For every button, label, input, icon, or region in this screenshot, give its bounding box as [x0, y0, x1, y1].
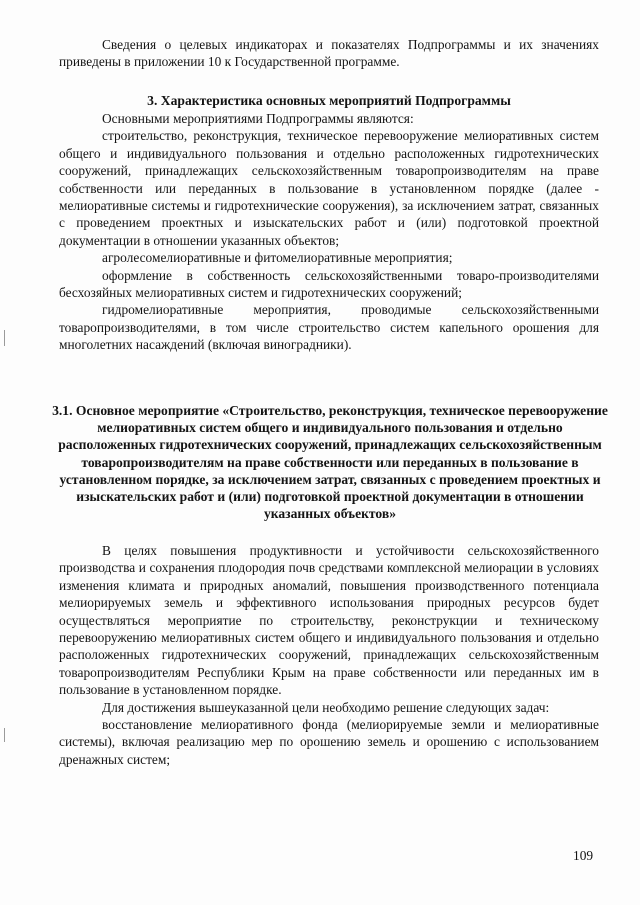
- intro-paragraph: Сведения о целевых индикаторах и показателях Подпрограммы и их значениях приведены в приложении 10 к Государственной программе.: [59, 37, 599, 70]
- scan-edge-mark: [4, 330, 5, 346]
- section-paragraph: оформление в собственность сельскохозяйственными товаро-производителями бесхозяйных мелиоративных систем и гидротехнических сооружений;: [59, 267, 599, 301]
- section-paragraph: гидромелиоративные мероприятия, проводимые сельскохозяйственными товаропроизводителями, в том числе строительство систем капельного орошения для многолетних насаждений (включая виноградники).: [59, 302, 599, 353]
- section-heading: 3. Характеристика основных мероприятий Подпрограммы: [147, 93, 511, 108]
- scan-edge-mark: [4, 728, 5, 742]
- subsection-paragraph: восстановление мелиоративного фонда (мелиорируемые земли и мелиоративные системы), включая реализацию мер по орошению земель и орошению с использованием дренажных систем;: [59, 717, 599, 767]
- section-paragraph: строительство, реконструкция, техническое перевооружение мелиоративных систем общего и индивидуального пользования и отдельно расположенных гидротехнических сооружений, принадлежащих сельскохозяйственным товаропроизводителям на праве собственности или переданных в пользование в установленном порядке (далее - мелиоративные системы и гидротехнические сооружения), за исключением затрат, связанных с проведением проектных и изыскательских работ и (или) подготовкой проектной документации в отношении указанных объектов;: [59, 128, 599, 248]
- intro-block: [59, 36, 599, 71]
- page-number: 109: [573, 848, 594, 863]
- section-paragraph: агролесомелиоративные и фитомелиоративные мероприятия;: [102, 250, 453, 266]
- section-paragraph: Основными мероприятиями Подпрограммы являются:: [102, 111, 414, 126]
- subsection-paragraph: В целях повышения продуктивности и устойчивости сельскохозяйственного производства и сохранения плодородия почв средствами комплексной мелиорации в условиях изменения климата и природных аномалий, повышения производственного потенциала мелиорируемых земель и эффективного использования природных ресурсов будет осуществляться мероприятие по строительству, реконструкции и техническому перевооружению мелиоративных систем общего и индивидуального пользования и отдельно расположенных гидротехнических сооружений, принадлежащих сельскохозяйственным товаропроизводителям Республики Крым на праве собственности или переданных им в пользование в установленном порядке.: [59, 543, 599, 698]
- subsection-heading: 3.1. Основное мероприятие «Строительство, реконструкция, техническое перевооружение мелиоративных систем общего и индивидуального пользования и отдельно расположенных гидротехнических сооружений, принадлежащих сельскохозяйственным товаропроизводителям на праве собственности или переданных в пользование в установленном порядке, за исключением затрат, связанных с проведением проектных и изыскательских работ и (или) подготовкой проектной документации в отношении указанных объектов»: [52, 403, 608, 522]
- subsection-body: [59, 542, 599, 768]
- section-body: [59, 110, 599, 354]
- subsection-paragraph: Для достижения вышеуказанной цели необходимо решение следующих задач:: [102, 699, 550, 715]
